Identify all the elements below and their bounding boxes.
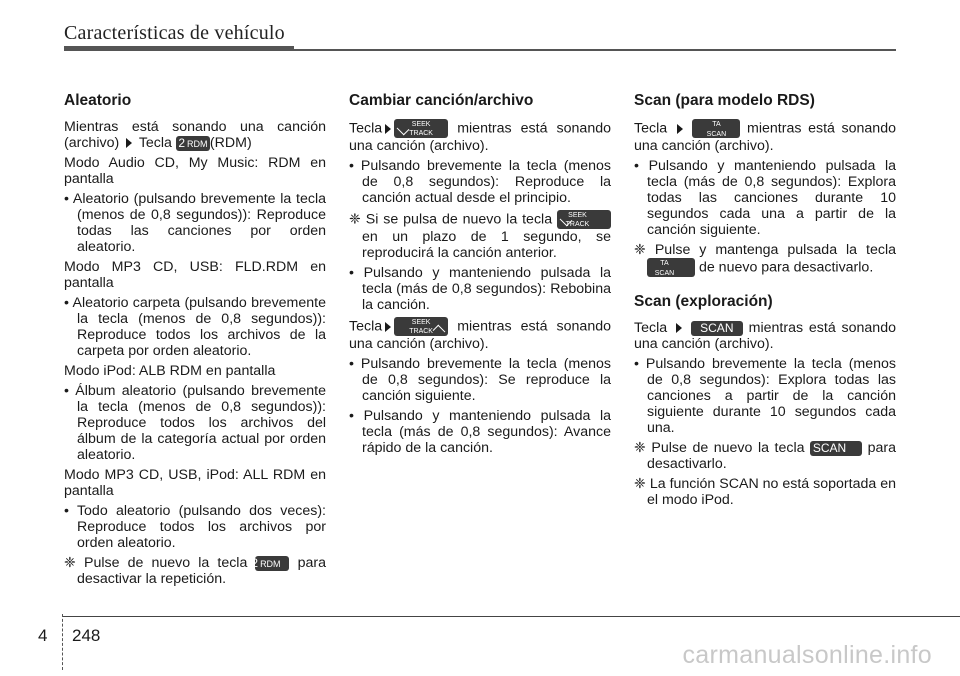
column-scan	[634, 92, 896, 512]
paragraph: Modo Audio CD, My Music: RDM en pantalla	[64, 155, 326, 187]
section-number: 4	[38, 626, 48, 645]
bullet-item: • Todo aleatorio (pulsando dos veces): Reproduce todos los archivos por orden aleatorio.	[64, 503, 326, 551]
paragraph: Modo MP3 CD, USB: FLD.RDM en pantalla	[64, 259, 326, 291]
text: Tecla	[349, 318, 383, 335]
arrow-icon	[126, 138, 132, 148]
scan-key-icon: SCAN	[810, 441, 862, 456]
bullet-item: • Pulsando y manteniendo pulsada la tecla (más de 0,8 segundos): Rebobina la canción.	[349, 265, 611, 313]
note-item	[634, 242, 896, 277]
paragraph: Modo MP3 CD, USB, iPod: ALL RDM en pantalla	[64, 467, 326, 499]
bullet-item: • Pulsando brevemente la tecla (menos de 0,8 segundos): Se reproduce la canción siguiente.	[349, 356, 611, 404]
seek-track-down-key-icon: SEEK TRACK	[557, 210, 611, 229]
bullet-item: • Pulsando y manteniendo pulsada la tecla (más de 0,8 segundos): Explora todas las canciones durante 10 segundos cada una a partir de la canción siguiente.	[634, 158, 896, 238]
text: Tecla	[349, 120, 383, 137]
text: ❈ Pulse y mantenga pulsada la tecla	[634, 242, 896, 258]
page-header-title: Características de vehículo	[64, 22, 285, 44]
seek-track-up-key-icon: SEEK TRACK	[394, 317, 448, 336]
text: de nuevo para desactivarlo.	[698, 259, 874, 276]
text: mientras está sonando una canción (archivo).	[349, 120, 611, 154]
ta-scan-key-icon: TA SCAN	[647, 258, 695, 277]
header-accent-bar	[64, 46, 294, 51]
bullet-item: • Aleatorio carpeta (pulsando brevemente la tecla (menos de 0,8 segundos)): Reproduce todos los archivos de la carpeta por orden aleatorio.	[64, 295, 326, 359]
section-title-scan-exploracion: Scan (exploración)	[634, 293, 773, 310]
arrow-icon	[676, 323, 682, 333]
paragraph	[349, 317, 611, 352]
text: para desactivarlo.	[647, 440, 896, 472]
text: mientras está sonando una canción (archivo).	[634, 120, 896, 154]
page-number: 248	[72, 626, 101, 645]
note-item	[64, 555, 326, 587]
text: mientras está sonando una canción (archivo).	[349, 318, 611, 352]
watermark: carmanualsonline.info	[682, 641, 932, 669]
text: Tecla	[634, 320, 668, 336]
text: en un plazo de 1 segundo, se reproducirá la canción anterior.	[362, 229, 611, 261]
footer-divider	[62, 614, 63, 670]
seek-track-down-key-icon: SEEK TRACK	[394, 119, 448, 138]
section-title-cambiar: Cambiar canción/archivo	[349, 92, 534, 109]
arrow-icon	[677, 124, 683, 134]
text: para desactivar la repetición.	[77, 555, 326, 587]
bullet-item: • Pulsando brevemente la tecla (menos de 0,8 segundos): Explora todas las canciones a partir de la canción siguiente durante 10 segundos cada una.	[634, 356, 896, 436]
arrow-icon	[385, 322, 391, 332]
bullet-item: • Pulsando brevemente la tecla (menos de 0,8 segundos): Reproduce la canción actual desde el principio.	[349, 158, 611, 206]
ta-scan-key-icon: TA SCAN	[692, 119, 740, 138]
text: Tecla	[634, 120, 668, 137]
note-item: ❈ La función SCAN no está soportada en el modo iPod.	[634, 476, 896, 508]
header-rule	[294, 49, 896, 51]
arrow-icon	[385, 124, 391, 134]
text: (RDM)	[209, 135, 252, 151]
paragraph	[634, 320, 896, 352]
column-aleatorio	[64, 92, 326, 591]
column-cambiar-cancion	[349, 92, 611, 460]
text: Tecla	[138, 135, 172, 151]
text: mientras está sonando una canción (archivo).	[634, 320, 896, 352]
scan-key-icon: SCAN	[691, 321, 743, 336]
rdm-key-icon: 2 RDM	[255, 556, 289, 571]
section-title-aleatorio: Aleatorio	[64, 92, 132, 109]
paragraph	[634, 119, 896, 154]
text: ❈ Si se pulsa de nuevo la tecla	[349, 211, 553, 228]
note-item	[349, 210, 611, 261]
rdm-key-icon: 2 RDM	[176, 136, 210, 151]
text: Mientras está sonando una canción (archivo)	[64, 119, 326, 151]
bullet-item: • Pulsando y manteniendo pulsada la tecla (más de 0,8 segundos): Avance rápido de la canción.	[349, 408, 611, 456]
paragraph: Modo iPod: ALB RDM en pantalla	[64, 363, 276, 379]
footer-rule	[62, 616, 960, 617]
bullet-item: • Álbum aleatorio (pulsando brevemente la tecla (menos de 0,8 segundos)): Reproduce todos los archivos del álbum de la categoría actual por orden aleatorio.	[64, 383, 326, 463]
note-item	[634, 440, 896, 472]
paragraph	[349, 119, 611, 154]
section-title-scan-rds: Scan (para modelo RDS)	[634, 92, 815, 109]
bullet-item: • Aleatorio (pulsando brevemente la tecla (menos de 0,8 segundos)): Reproduce todas las canciones por orden aleatorio.	[64, 191, 326, 255]
text: ❈ Pulse de nuevo la tecla	[634, 440, 805, 456]
text: ❈ Pulse de nuevo la tecla	[64, 555, 248, 571]
paragraph	[64, 119, 326, 151]
